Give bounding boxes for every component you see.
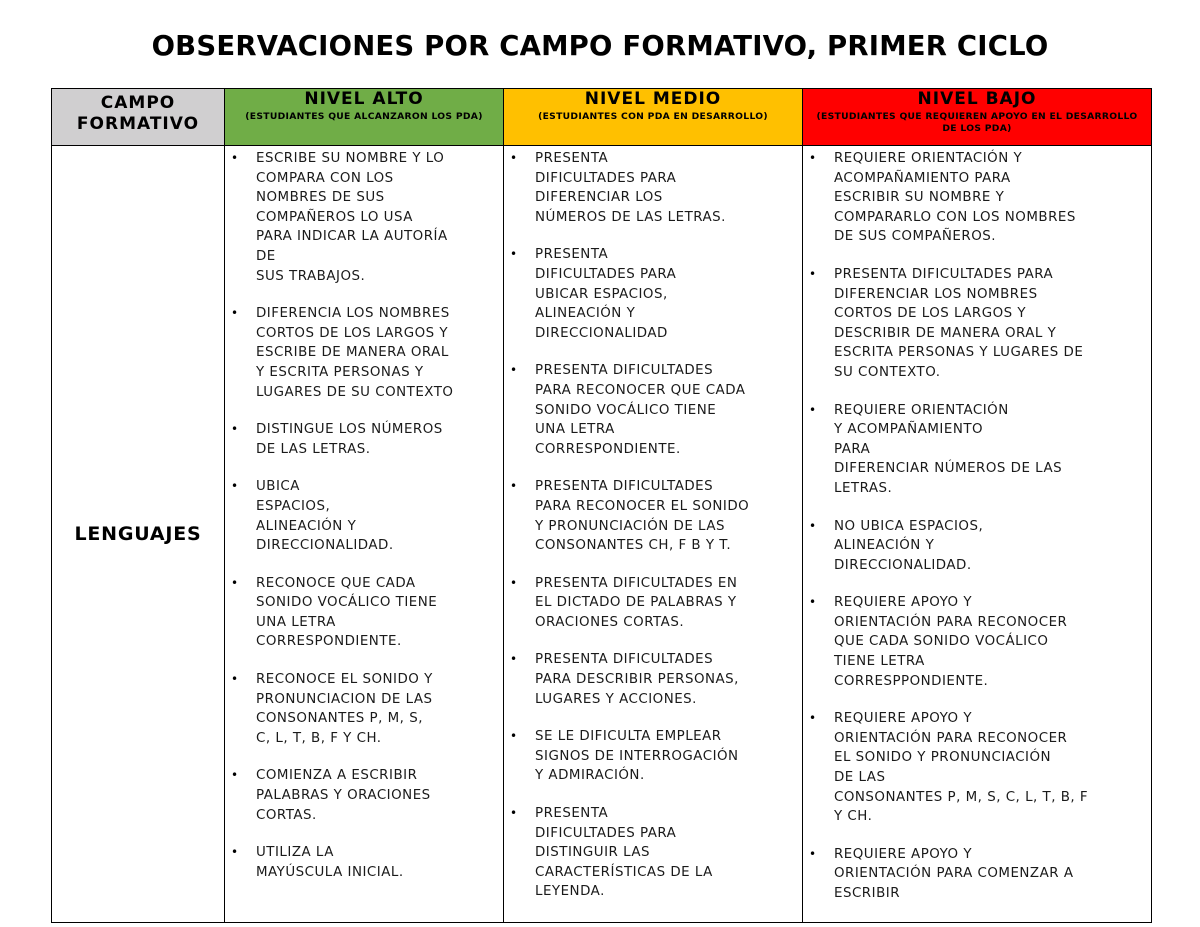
nivel-medio-item-text: PRESENTA DIFICULTADES PARA DISTINGUIR LAS CARACTERÍSTICAS DE LA LEYENDA. [535,806,713,900]
nivel-medio-item [504,650,802,709]
nivel-medio-item-text: SE LE DIFICULTA EMPLEAR SIGNOS DE INTERROGACIÓN Y ADMIRACIÓN. [535,729,739,784]
nivel-alto-item [225,149,503,286]
header-nivel-medio [504,89,803,146]
nivel-bajo-item-text: REQUIERE APOYO Y ORIENTACIÓN PARA RECONOCER QUE CADA SONIDO VOCÁLICO TIENE LETRA CORRESPPONDIENTE. [834,595,1068,689]
nivel-bajo-item-text: NO UBICA ESPACIOS, ALINEACIÓN Y DIRECCIONALIDAD. [834,518,984,573]
nivel-bajo-item-text: PRESENTA DIFICULTADES PARA DIFERENCIAR LOS NOMBRES CORTOS DE LOS LARGOS Y DESCRIBIR DE MANERA ORAL Y ESCRITA PERSONAS Y LUGARES DE SU CONTEXTO. [834,266,1084,380]
nivel-bajo-item [803,845,1151,904]
observations-table [51,88,1152,923]
header-campo-line1: CAMPO [100,93,176,113]
bullet-icon: • [231,575,239,590]
header-alto-title: NIVEL ALTO [304,89,424,109]
bullet-icon: • [510,575,518,590]
nivel-alto-item-text: DIFERENCIA LOS NOMBRES CORTOS DE LOS LARGOS Y ESCRIBE DE MANERA ORAL Y ESCRITA PERSONAS Y LUGARES DE SU CONTEXTO [256,306,454,400]
nivel-medio-item [504,149,802,227]
campo-lenguajes: LENGUAJES [52,146,225,923]
nivel-bajo-item-text: REQUIERE APOYO Y ORIENTACIÓN PARA RECONOCER EL SONIDO Y PRONUNCIACIÓN DE LAS CONSONANTES P, M, S, C, L, T, B, F Y CH. [834,711,1089,825]
header-campo-line2: FORMATIVO [76,114,200,134]
bullet-icon: • [510,652,518,667]
bullet-icon: • [510,806,518,821]
bullet-icon: • [809,402,817,417]
nivel-bajo-item [803,149,1151,247]
nivel-alto-item [225,766,503,825]
nivel-medio-item-text: PRESENTA DIFICULTADES EN EL DICTADO DE PALABRAS Y ORACIONES CORTAS. [535,575,738,630]
nivel-bajo-item [803,593,1151,691]
nivel-bajo-item [803,265,1151,383]
nivel-medio-item [504,477,802,555]
nivel-bajo-item [803,401,1151,499]
nivel-medio-cell [504,146,803,923]
nivel-bajo-item [803,709,1151,827]
nivel-medio-item [504,804,802,902]
nivel-medio-item [504,727,802,786]
bullet-icon: • [809,711,817,726]
nivel-alto-item-text: COMIENZA A ESCRIBIR PALABRAS Y ORACIONES CORTAS. [256,768,431,823]
bullet-icon: • [809,595,817,610]
nivel-alto-item [225,670,503,748]
nivel-medio-item-text: PRESENTA DIFICULTADES PARA RECONOCER QUE CADA SONIDO VOCÁLICO TIENE UNA LETRA CORRESPONDIENTE. [535,363,746,457]
nivel-alto-list [225,146,503,882]
bullet-icon: • [809,266,817,281]
header-bajo-subtitle: (ESTUDIANTES QUE REQUIEREN APOYO EN EL DESARROLLO DE LOS PDA) [816,111,1138,134]
nivel-medio-item-text: PRESENTA DIFICULTADES PARA UBICAR ESPACIOS, ALINEACIÓN Y DIRECCIONALIDAD [535,247,677,341]
nivel-alto-item-text: RECONOCE EL SONIDO Y PRONUNCIACION DE LAS CONSONANTES P, M, S, C, L, T, B, F Y CH. [256,672,433,746]
nivel-medio-item-text: PRESENTA DIFICULTADES PARA DESCRIBIR PERSONAS, LUGARES Y ACCIONES. [535,652,739,707]
bullet-icon: • [809,518,817,533]
header-nivel-bajo [803,89,1152,146]
nivel-medio-item-text: PRESENTA DIFICULTADES PARA DIFERENCIAR LOS NÚMEROS DE LAS LETRAS. [535,151,726,225]
header-campo-formativo [52,89,225,146]
bullet-icon: • [231,768,239,783]
header-nivel-alto [225,89,504,146]
nivel-medio-item [504,245,802,343]
bullet-icon: • [510,247,518,262]
nivel-bajo-item-text: REQUIERE ORIENTACIÓN Y ACOMPAÑAMIENTO PARA DIFERENCIAR NÚMEROS DE LAS LETRAS. [834,402,1063,496]
bullet-icon: • [231,422,239,437]
nivel-alto-item [225,843,503,882]
header-bajo-title: NIVEL BAJO [917,89,1037,109]
header-medio-subtitle: (ESTUDIANTES CON PDA EN DESARROLLO) [538,111,768,122]
nivel-alto-item-text: UBICA ESPACIOS, ALINEACIÓN Y DIRECCIONALIDAD. [256,479,394,554]
bullet-icon: • [510,151,518,165]
nivel-alto-item-text: ESCRIBE SU NOMBRE Y LO COMPARA CON LOS NOMBRES DE SUS COMPAÑEROS LO USA PARA INDICAR LA AUTORÍA DE SUS TRABAJOS. [256,151,448,284]
header-row [52,89,1152,146]
nivel-bajo-cell [803,146,1152,923]
nivel-alto-item-text: DISTINGUE LOS NÚMEROS DE LAS LETRAS. [256,422,443,457]
nivel-alto-item-text: RECONOCE QUE CADA SONIDO VOCÁLICO TIENE UNA LETRA CORRESPONDIENTE. [256,575,438,650]
nivel-medio-list [504,146,802,902]
page-title: OBSERVACIONES POR CAMPO FORMATIVO, PRIMER CICLO [151,30,1049,62]
bullet-icon: • [809,151,817,165]
nivel-alto-item [225,420,503,459]
bullet-icon: • [231,306,239,321]
header-alto-subtitle: (ESTUDIANTES QUE ALCANZARON LOS PDA) [245,111,483,122]
nivel-medio-item [504,574,802,633]
bullet-icon: • [231,479,239,494]
nivel-alto-item [225,574,503,652]
nivel-medio-item [504,361,802,459]
bullet-icon: • [510,363,518,378]
bullet-icon: • [809,846,817,861]
lenguajes-row [52,146,1152,923]
nivel-bajo-list [803,146,1151,904]
nivel-bajo-item-text: REQUIERE ORIENTACIÓN Y ACOMPAÑAMIENTO PARA ESCRIBIR SU NOMBRE Y COMPARARLO CON LOS NOMBRES DE SUS COMPAÑEROS. [834,151,1076,245]
bullet-icon: • [231,151,239,165]
nivel-bajo-item [803,517,1151,576]
bullet-icon: • [510,729,518,744]
nivel-alto-item [225,477,503,555]
header-medio-title: NIVEL MEDIO [584,89,722,109]
nivel-alto-item-text: UTILIZA LA MAYÚSCULA INICIAL. [256,845,404,880]
nivel-alto-cell [225,146,504,923]
nivel-bajo-item-text: REQUIERE APOYO Y ORIENTACIÓN PARA COMENZAR A ESCRIBIR [834,846,1074,901]
bullet-icon: • [231,672,239,687]
nivel-alto-item [225,304,503,402]
bullet-icon: • [231,845,239,860]
bullet-icon: • [510,479,518,494]
nivel-medio-item-text: PRESENTA DIFICULTADES PARA RECONOCER EL SONIDO Y PRONUNCIACIÓN DE LAS CONSONANTES CH, F B Y T. [535,479,750,554]
